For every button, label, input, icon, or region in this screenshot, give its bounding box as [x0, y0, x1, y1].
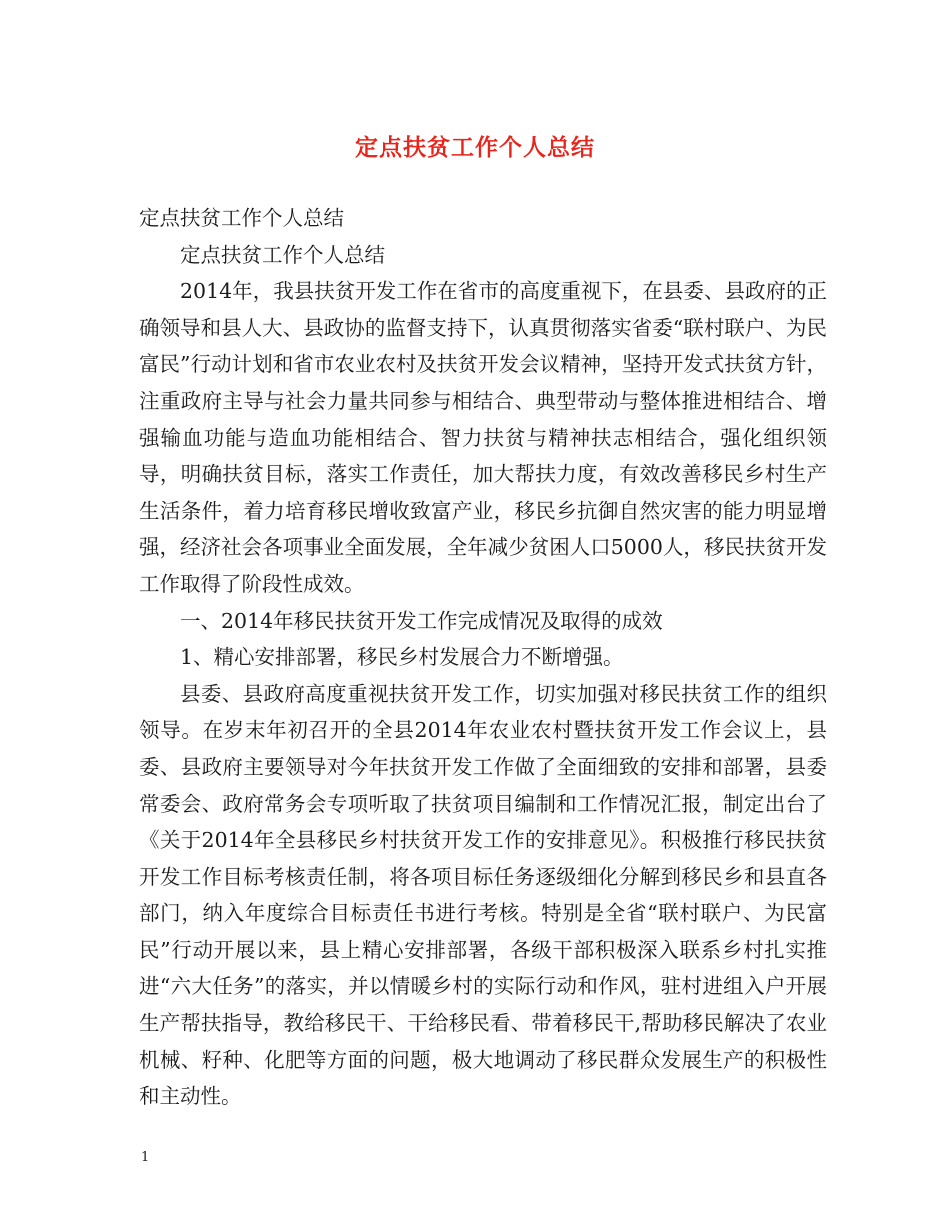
page-number: 1	[141, 1150, 150, 1165]
document-title: 定点扶贫工作个人总结	[355, 134, 595, 161]
subsection-heading: 1、精心安排部署，移民乡村发展合力不断增强。	[180, 645, 624, 670]
paragraph: 2014年，我县扶贫开发工作在省市的高度重视下，在县委、县政府的正确领导和县人大、县政协的监督支持下，认真贯彻落实省委“联村联户、为民富民”行动计划和省市农业农村及扶贫开发会议精神，坚持开发式扶贫方针，注重政府主导与社会力量共同参与相结合、典型带动与整体推进相结合、增强输血功能与造血功能相结合、智力扶贫与精神扶志相结合，强化组织领导，明确扶贫目标，落实工作责任，加大帮扶力度，有效改善移民乡村生产生活条件，着力培育移民增收致富产业，移民乡抗御自然灾害的能力明显增强，经济社会各项事业全面发展，全年减少贫困人口5000人，移民扶贫开发工作取得了阶段性成效。	[139, 279, 827, 596]
section-heading: 一、2014年移民扶贫开发工作完成情况及取得的成效	[180, 608, 663, 633]
document-body	[139, 200, 827, 1115]
paragraph: 县委、县政府高度重视扶贫开发工作，切实加强对移民扶贫工作的组织领导。在岁末年初召开的全县2014年农业农村暨扶贫开发工作会议上，县委、县政府主要领导对今年扶贫开发工作做了全面细致的安排和部署，县委常委会、政府常务会专项听取了扶贫项目编制和工作情况汇报，制定出台了《关于2014年全县移民乡村扶贫开发工作的安排意见》。积极推行移民扶贫开发工作目标考核责任制，将各项目标任务逐级细化分解到移民乡和县直各部门，纳入年度综合目标责任书进行考核。特别是全省“联村联户、为民富民”行动开展以来，县上精心安排部署，各级干部积极深入联系乡村扎实推进“六大任务”的落实，并以情暖乡村的实际行动和作风，驻村进组入户开展生产帮扶指导，教给移民干、干给移民看、带着移民干,帮助移民解决了农业机械、籽种、化肥等方面的问题，极大地调动了移民群众发展生产的积极性和主动性。	[139, 681, 827, 1109]
paragraph: 定点扶贫工作个人总结	[180, 242, 385, 267]
paragraph: 定点扶贫工作个人总结	[139, 206, 344, 230]
